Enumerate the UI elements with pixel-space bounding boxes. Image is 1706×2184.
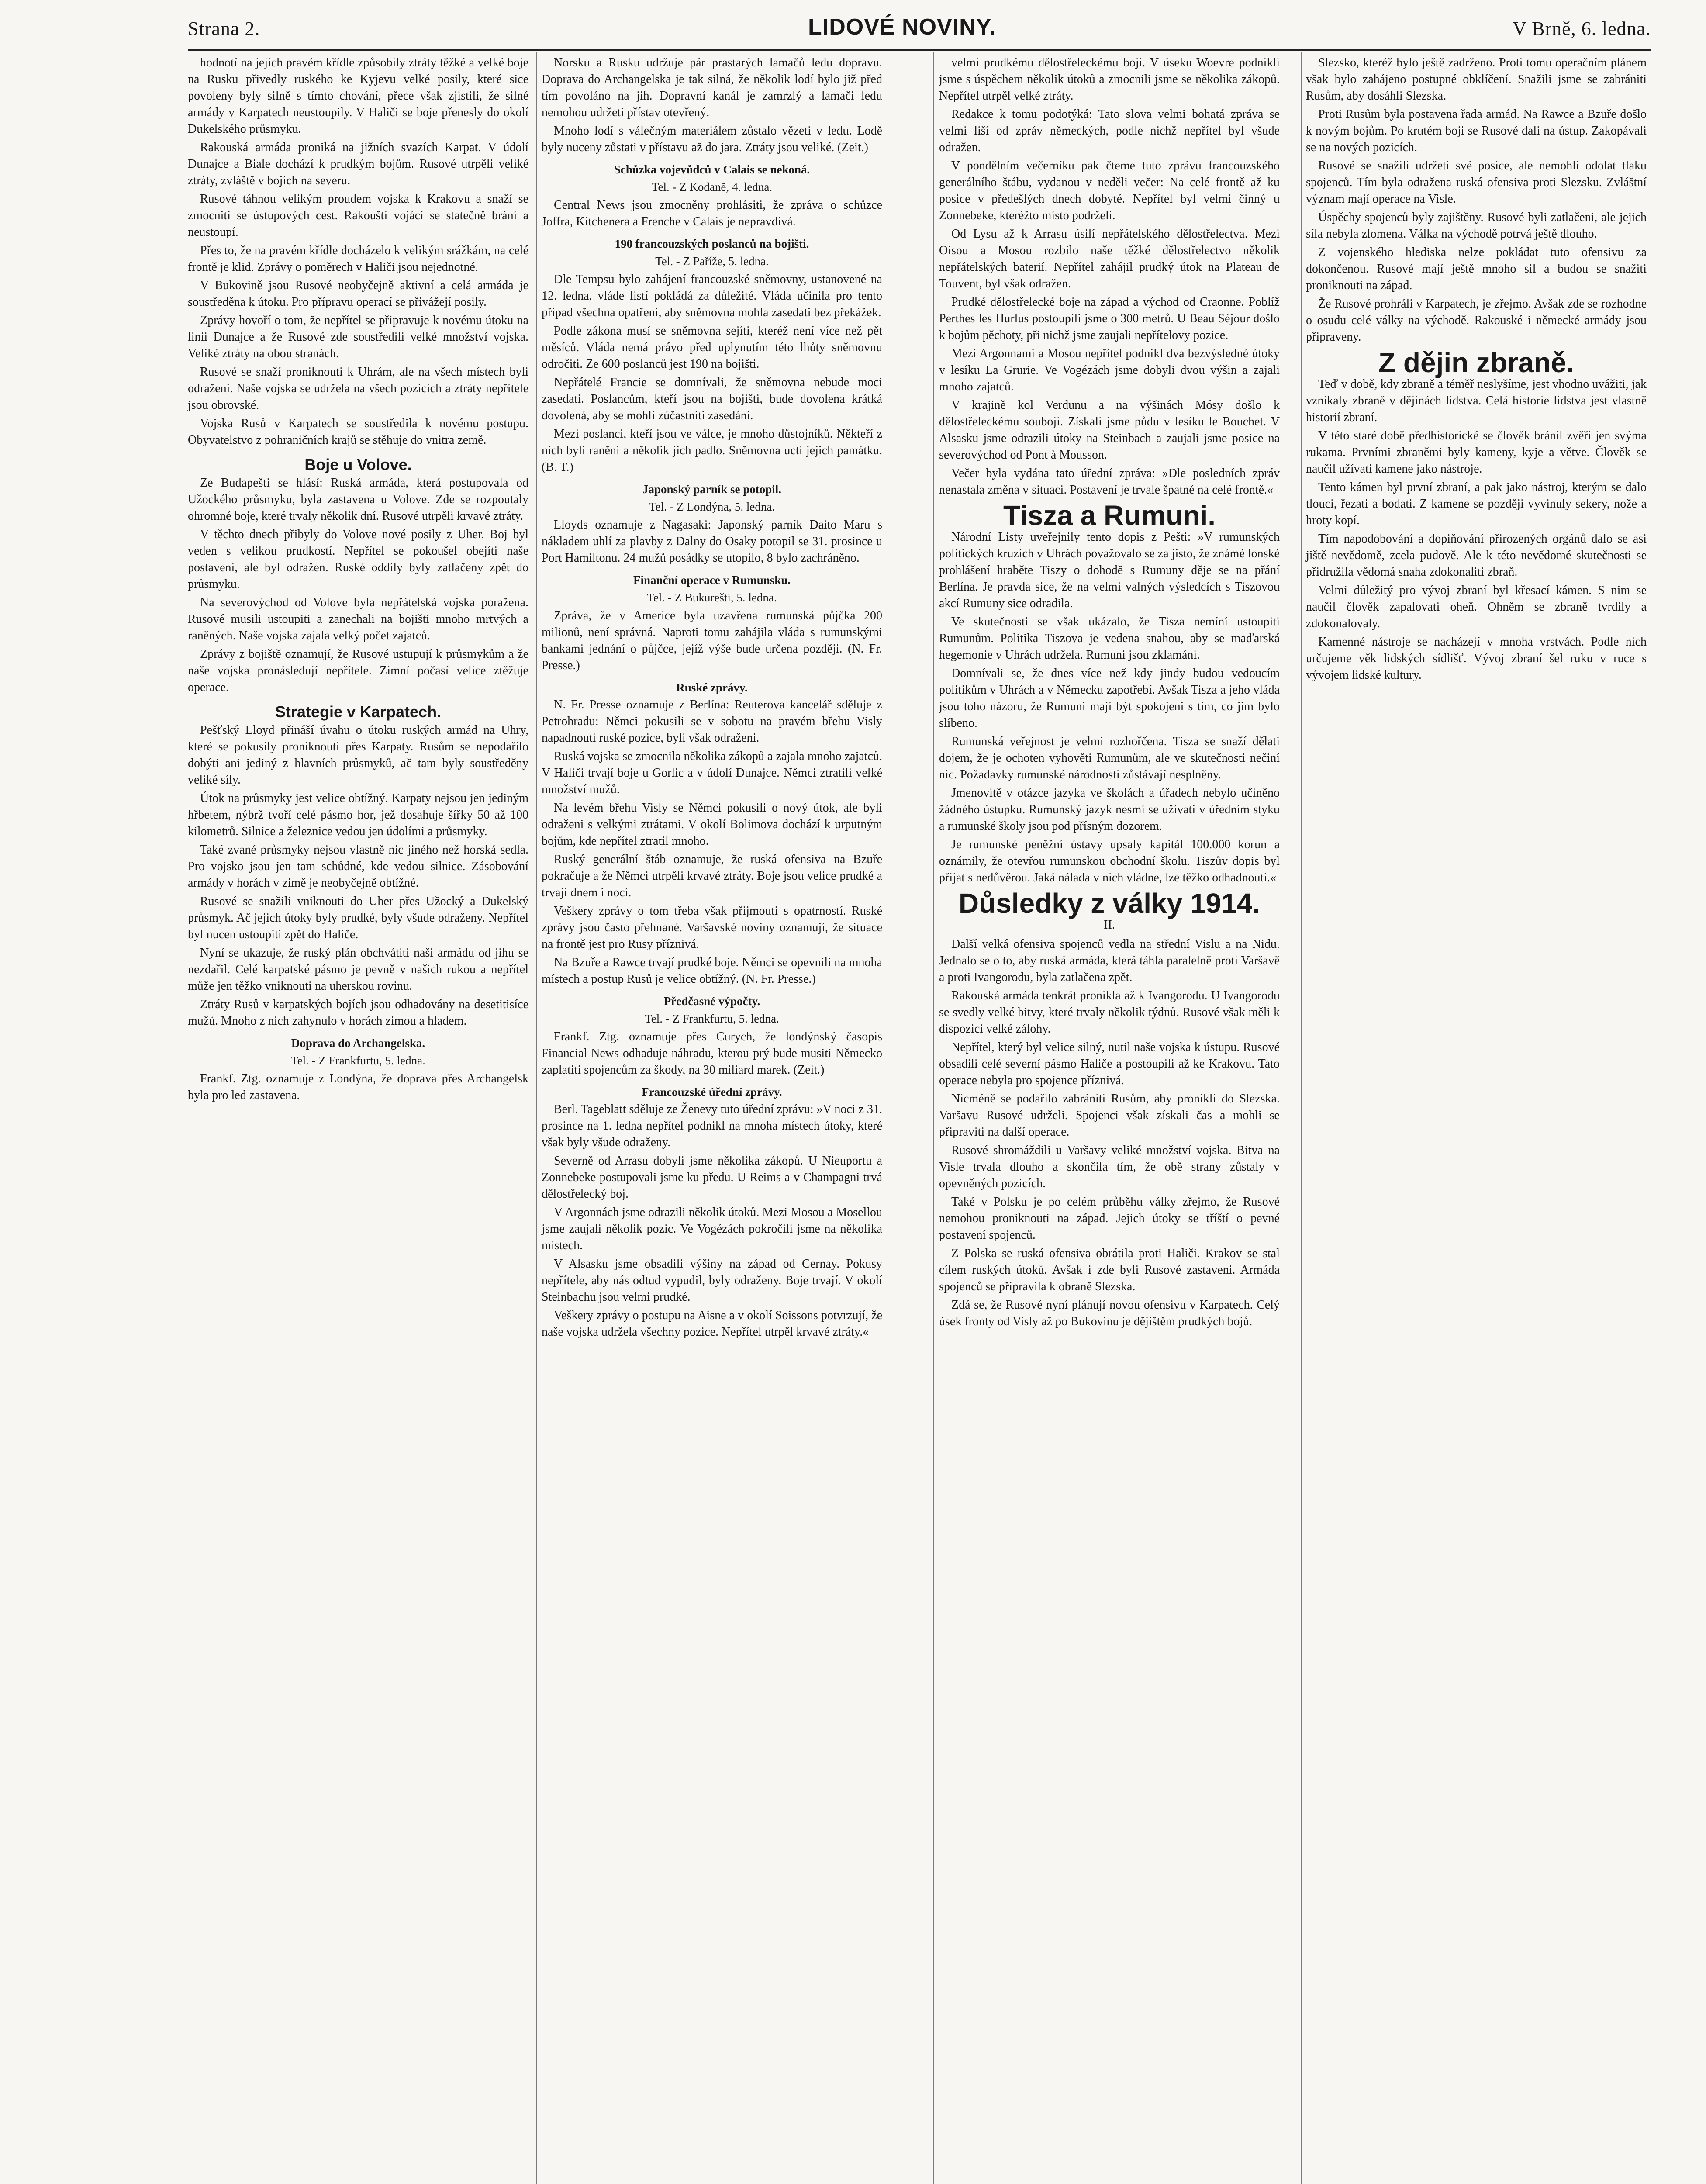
page-header: [188, 0, 1651, 49]
paragraph: Rusové táhnou velikým proudem vojska k Krakovu a snaží se zmocniti se ústupových cest. Rakouští vojáci se statečně brání a neustoupí.: [188, 192, 528, 239]
paragraph: Prudké dělostřelecké boje na západ a východ od Craonne. Poblíž Perthes les Hurlus postoupili jsme o 300 metrů. U Beau Séjour došlo k bojům pěchoty, při nichž jsme zaujali nepřítelovy pozice.: [939, 295, 1280, 342]
article-body: [939, 55, 1280, 498]
paragraph: Central News jsou zmocněny prohlásiti, že zpráva o schůzce Joffra, Kitchenera a Frenche v Calais je nepravdivá.: [542, 198, 882, 228]
paragraph: Je rumunské peněžní ústavy upsaly kapitál 100.000 korun a oznámily, že otevřou rumunskou obchodní školu. Tiszův dopis byl přijat s nedůvěrou. Jaká nálada v nich vládne, lze těžko odhadnouti.«: [939, 838, 1280, 885]
dateline: Tel. - Z Bukurešti, 5. ledna.: [647, 591, 777, 604]
headline-tisza-a-rumuni: Tisza a Rumuni.: [1003, 500, 1216, 531]
paragraph: Na severovýchod od Volove byla nepřátelská vojska poražena. Rusové musili ustoupiti a zanechali na bojišti mnoho mrtvých a raněných. Naše vojska zajala velký počet zajatců.: [188, 596, 528, 643]
paragraph: Zprávy hovoří o tom, že nepřítel se připravuje k novému útoku na linii Dunajce a že Rusové zde soustředili velké množství vojska. Veliké ztráty na obou stranách.: [188, 314, 528, 360]
paragraph: V Alsasku jsme obsadili výšiny na západ od Cernay. Pokusy nepřítele, aby nás odtud vypudil, byly odraženy. Boje trvají. V okolí Steinbachu jsou velmi prudké.: [542, 1257, 882, 1304]
paragraph: Rakouská armáda tenkrát pronikla až k Ivangorodu. U Ivangorodu se svedly velké bitvy, které trvaly několik týdnů. Rusové však měli k dispozici velké zálohy.: [939, 989, 1280, 1036]
paragraph: Zprávy z bojiště oznamují, že Rusové ustupují k průsmykům a že naše vojska pronásledují nepřítele. Zimní počasí velice ztěžuje operace.: [188, 647, 528, 694]
headline-doprava-do-archangelska: Doprava do Archangelska.: [291, 1037, 425, 1050]
paragraph: Úspěchy spojenců byly zajištěny. Rusové byli zatlačeni, ale jejich síla nebyla zlomena. Válka na východě potrvá ještě dlouho.: [1306, 211, 1647, 241]
paragraph: Také v Polsku je po celém průběhu války zřejmo, že Rusové nemohou proniknouti na západ. Jejich útoky se tříští o pevné postavení spojenců.: [939, 1195, 1280, 1242]
paragraph: Ztráty Rusů v karpatských bojích jsou odhadovány na desetitisíce mužů. Mnoho z nich zahynulo v horách zimou a hladem.: [188, 998, 528, 1028]
column-2: [542, 55, 882, 1342]
paragraph: Redakce k tomu podotýká: Tato slova velmi bohatá zpráva se velmi liší od zpráv německých, podle nichž nepřítel byl všude odražen.: [939, 107, 1280, 154]
page-number: Strana 2.: [188, 18, 260, 39]
paragraph: Kamenné nástroje se nacházejí v mnoha vrstvách. Podle nich určujeme věk lidských sídlišť. Vývoj zbraní šel ruku v ruce s vývojem lidské kultury.: [1306, 635, 1647, 682]
dateline: Tel. - Z Londýna, 5. ledna.: [649, 500, 775, 513]
article-body: [188, 55, 528, 449]
paragraph: Ze Budapešti se hlásí: Ruská armáda, která postupovala od Užockého průsmyku, byla zastavena u Volove. Zde se rozpoutaly ohromné boje, které trvaly několik dní. Rusové utrpěli krvavé ztráty.: [188, 476, 528, 523]
masthead: LIDOVÉ NOVINY.: [808, 14, 996, 40]
paragraph: Teď v době, kdy zbraně a téměř neslyšíme, jest vhodno uvážiti, jak vznikaly zbraně v dějinách lidstva. Celá historie lidstva jest vlastně historií zbraní.: [1306, 377, 1647, 424]
paragraph: Na Bzuře a Rawce trvají prudké boje. Němci se opevnili na mnoha místech a postup Rusů je velice obtížný. (N. Fr. Presse.): [542, 956, 882, 986]
column-divider: [536, 52, 537, 2184]
paragraph: Ruský generální štáb oznamuje, že ruská ofensiva na Bzuře pokračuje a že Němci utrpěli krvavé ztráty. Boje jsou velice prudké a trvají dnem i nocí.: [542, 853, 882, 899]
article-body: [1306, 376, 1647, 684]
dateline: Tel. - Z Paříže, 5. ledna.: [655, 255, 769, 268]
article-body: [542, 517, 882, 567]
article-body: [542, 1101, 882, 1341]
paragraph: Z vojenského hlediska nelze pokládat tuto ofensivu za dokončenou. Rusové mají ještě mnoho sil a budou se snažiti proniknouti na západ.: [1306, 245, 1647, 292]
column-4: [1306, 55, 1647, 685]
article-body: [188, 475, 528, 696]
paragraph: V Argonnách jsme odrazili několik útoků. Mezi Mosou a Mosellou jsme zaujali několik pozic. Ve Vogézách pokročili jsme na několika místech.: [542, 1206, 882, 1252]
paragraph: Tím napodobování a dopiňování přirozených orgánů dalo se asi jiště nevědomě, zcela pudově. Ale k této nevědomé skutečnosti se přidružila vědomá snaha zdokonaliti zbraň.: [1306, 532, 1647, 579]
section-number: II.: [1104, 918, 1115, 932]
dateline: Tel. - Z Frankfurtu, 5. ledna.: [291, 1054, 425, 1067]
article-body: [1306, 55, 1647, 346]
headline-predcasne-vypocty: Předčasné výpočty.: [663, 995, 760, 1008]
paragraph: V pondělním večerníku pak čteme tuto zprávu francouzského generálního štábu, vydanou v neděli večer: Na celé frontě až ku posice v předešlých dnech dobyté. Nepřítel byl velmi činný u Zonnebeke, kteréžto místo podrželi.: [939, 159, 1280, 222]
article-body: [939, 529, 1280, 886]
headline-z-dejin-zbrane: Z dějin zbraně.: [1378, 347, 1575, 378]
paragraph: Také zvané průsmyky nejsou vlastně nic jiného než horská sedla. Pro vojsko jsou jen tam schůdné, kde vedou silnice. Zásobování armády v horách v zimě je neobyčejně obtížné.: [188, 843, 528, 890]
paragraph: Rusové se snaží proniknouti k Uhrám, ale na všech místech byli odraženi. Naše vojska se udržela na všech pozicích a ztráty nepřítele jsou obrovské.: [188, 365, 528, 412]
paragraph: Dle Tempsu bylo zahájení francouzské sněmovny, ustanovené na 12. ledna, vláde listí pokládá za důležité. Vláda učinila pro tento případ všechna opatření, aby sněmovna mohla zasedati bez překážek.: [542, 273, 882, 319]
article-body: [542, 55, 882, 156]
dateline: Tel. - Z Frankfurtu, 5. ledna.: [645, 1012, 779, 1025]
paragraph: Veškery zprávy o tom třeba však přijmouti s opatrností. Ruské zprávy jsou často přehnané. Varšavské noviny oznamují, že situace na frontě jest pro Rusy příznivá.: [542, 904, 882, 951]
paragraph: Z Polska se ruská ofensiva obrátila proti Haliči. Krakov se stal cílem ruských útoků. Avšak i zde byli Rusové zastaveni. Armáda spojenců se připravila k obraně Slezska.: [939, 1247, 1280, 1293]
paragraph: Ve skutečnosti se však ukázalo, že Tisza nemíní ustoupiti Rumunům. Politika Tiszova je vedena snahou, aby se maďarská hegemonie v Uhrách udržela. Rumuni jsou zklamáni.: [939, 615, 1280, 662]
paragraph: Veškery zprávy o postupu na Aisne a v okolí Soissons potvrzují, že naše vojska udržela všechny pozice. Nepřítel utrpěl krvavé ztráty.«: [542, 1309, 882, 1339]
paragraph: Severně od Arrasu dobyli jsme několika zákopů. U Nieuportu a Zonnebeke postupovali jsme ku předu. U Reims a v Champagni trvá dělostřelecký boj.: [542, 1154, 882, 1201]
paragraph: hodnotí na jejich pravém křídle způsobily ztráty těžké a velké boje na Rusku přivedly ruského ke Kyjevu velké posily, které sice povoleny byly silně s tímto chování, přece však zjistili, že silné armády v Karpatech neustoupily. V Haliči se boje přenesly do okolí Dukelského průsmyku.: [188, 56, 528, 136]
paragraph: V těchto dnech přibyly do Volove nové posily z Uher. Boj byl veden s velikou prudkostí. Nepřítel se pokoušel obejíti naše postavení, ale byl odražen. Ruské oddíly byly zatlačeny zpět do průsmyku.: [188, 528, 528, 591]
paragraph: Domnívali se, že dnes více než kdy jindy budou vedoucím politikům v Uhrách a v Německu zapotřebí. Avšak Tisza a jeho vláda jsou toho názoru, že Rumuni mají být spokojeni s tím, co jim bylo slíbeno.: [939, 667, 1280, 730]
article-body: [542, 197, 882, 230]
article-body: [939, 936, 1280, 1330]
paragraph: V krajině kol Verdunu a na výšinách Mósy došlo k dělostřeleckému souboji. Získali jsme půdu v lesíku le Bouchet. V Alsasku jsme odrazili útoky na Steinbach a zaujali jsme posice na severovýchod od Pont à Mousson.: [939, 398, 1280, 462]
paragraph: Proti Rusům byla postavena řada armád. Na Rawce a Bzuře došlo k novým bojům. Po krutém boji se Rusové dali na ústup. Zakopávali se na nových pozicích.: [1306, 107, 1647, 154]
paragraph: Mnoho lodí s válečným materiálem zůstalo vězeti v ledu. Lodě byly nuceny zůstati v přístavu až do jara. Ztráty jsou veliké. (Zeit.): [542, 124, 882, 154]
paragraph: Mezi poslanci, kteří jsou ve válce, je mnoho důstojníků. Někteří z nich byli raněni a několik jich padlo. Sněmovna uctí jejich památku. (B. T.): [542, 427, 882, 474]
paragraph: Velmi důležitý pro vývoj zbraní byl křesací kámen. S nim se naučil člověk zapalovati oheň. Ohněm se zbraně tvrdily a zdokonalovaly.: [1306, 584, 1647, 630]
article-body: [542, 271, 882, 476]
headline-strategie-v-karpatech: Strategie v Karpatech.: [275, 703, 442, 721]
paragraph: Že Rusové prohráli v Karpatech, je zřejmo. Avšak zde se rozhodne o osudu celé války na východě. Rakouské i německé armády jsou připraveny.: [1306, 297, 1647, 344]
column-divider: [933, 52, 934, 2184]
paragraph: Lloyds oznamuje z Nagasaki: Japonský parník Daito Maru s nákladem uhlí za plavby z Dalny do Osaky potopil se 31. prosince u Port Hamiltonu. 24 mužů posádky se utopilo, 8 bylo zachráněno.: [542, 518, 882, 565]
paragraph: Frankf. Ztg. oznamuje přes Curych, že londýnský časopis Financial News odhaduje náhradu, kterou prý bude musiti Německo zaplatiti spojencům za škody, na 30 miliard marek. (Zeit.): [542, 1030, 882, 1077]
paragraph: Zpráva, že v Americe byla uzavřena rumunská půjčka 200 milionů, není správná. Naproti tomu zahájila vláda s rumunskými bankami jednání o půjčce, jejíž výše bude určena později. (N. Fr. Presse.): [542, 609, 882, 672]
paragraph: Nepřátelé Francie se domnívali, že sněmovna nebude moci zasedati. Poslancům, kteří jsou na bojišti, bude dovolena krátká dovolená, aby se mohli zúčastniti zasedání.: [542, 376, 882, 422]
paragraph: Ruská vojska se zmocnila několika zákopů a zajala mnoho zajatců. V Haliči trvají boje u Gorlic a v údolí Dunajce. Němci ztratili velké množství mužů.: [542, 750, 882, 796]
paragraph: N. Fr. Presse oznamuje z Berlína: Reuterova kancelář sděluje z Petrohradu: Němci pokusili se v sobotu na pravém břehu Visly napadnouti ruské pozice, byli však odraženi.: [542, 698, 882, 745]
paragraph: Rusové se snažili vniknouti do Uher přes Užocký a Dukelský průsmyk. Ač jejich útoky byly prudké, byly všude odraženy. Nepřítel byl nucen ustoupiti zpět do Haliče.: [188, 895, 528, 941]
column-3: [939, 55, 1280, 1332]
paragraph: Pešťský Lloyd přináší úvahu o útoku ruských armád na Uhry, které se pokusily proniknouti přes Karpaty. Rusům se nepodařilo dobýti ani jediný z hlavních průsmyků, ač tam byly soustředěny veliké síly.: [188, 723, 528, 787]
column-divider: [1301, 52, 1302, 2184]
paragraph: V této staré době předhistorické se člověk bránil zvěři jen svýma rukama. Prvními zbraněmi byly kameny, kyje a větve. Člověk se naučil užívati kamene jako nástroje.: [1306, 429, 1647, 476]
headline-francouzske-zpravy: Francouzské úřední zprávy.: [642, 1085, 782, 1099]
paragraph: Slezsko, kteréž bylo ještě zadrženo. Proti tomu operačním plánem však bylo zahájeno postupné obklíčení. Snažili jsme se zabrániti Rusům, aby dosáhli Slezska.: [1306, 56, 1647, 103]
paragraph: Další velká ofensiva spojenců vedla na střední Vislu a na Nidu. Jednalo se o to, aby ruská armáda, která táhla paralelně proti Varšavě a proti Ivangorodu, byla zatlačena zpět.: [939, 937, 1280, 984]
headline-ruske-zpravy: Ruské zprávy.: [676, 681, 748, 694]
headline-190-poslancu: 190 francouzských poslanců na bojišti.: [615, 237, 809, 250]
header-rule: [188, 49, 1651, 51]
headline-japonsky-parnik: Japonský parník se potopil.: [642, 483, 782, 496]
article-body: [188, 722, 528, 1030]
paragraph: V Bukovině jsou Rusové neobyčejně aktivní a celá armáda je soustředěna k útoku. Pro přípravu operací se přivážejí posily.: [188, 279, 528, 309]
paragraph: Útok na průsmyky jest velice obtížný. Karpaty nejsou jen jediným hřbetem, nýbrž tvoří celé pásmo hor, jež dosahuje šířky 50 až 100 kilometrů. Silnice a železnice vedou jen údolími a průsmyky.: [188, 791, 528, 838]
headline-financni-operace: Finanční operace v Rumunsku.: [633, 574, 791, 587]
paragraph: Na levém břehu Visly se Němci pokusili o nový útok, ale byli odraženi s velkými ztrátami. V okolí Bolimova dochází k urputným bojům, kde nepřítel ztratil mnoho.: [542, 801, 882, 848]
paragraph: Rumunská veřejnost je velmi rozhořčena. Tisza se snaží dělati dojem, že je ochoten vyhověti Rumunům, ale ve skutečnosti nečiní nic. Požadavky rumunské národnosti zůstávají nesplněny.: [939, 735, 1280, 781]
paragraph: Zdá se, že Rusové nyní plánují novou ofensivu v Karpatech. Celý úsek fronty od Visly až po Bukovinu je dějištěm prudkých bojů.: [939, 1298, 1280, 1328]
paragraph: velmi prudkému dělostřeleckému boji. V úseku Woevre podnikli jsme s úspěchem několik útoků a zmocnili jsme se několika zákopů. Nepřítel utrpěl velké ztráty.: [939, 56, 1280, 103]
headline-boje-u-volove: Boje u Volove.: [304, 456, 412, 473]
paragraph: Tento kámen byl první zbraní, a pak jako nástroj, kterým se dalo tlouci, řezati a bodati. Z kamene se později vyvinuly sekery, nože a hroty kopí.: [1306, 480, 1647, 527]
column-1: [188, 55, 528, 1106]
article-body: [542, 1029, 882, 1078]
paragraph: Frankf. Ztg. oznamuje z Londýna, že doprava přes Archangelsk byla pro led zastavena.: [188, 1072, 528, 1102]
article-body: [542, 697, 882, 988]
paragraph: Nepřítel, který byl velice silný, nutil naše vojska k ústupu. Rusové obsadili celé severní pásmo Haliče a postoupili až ke Krakovu. Tato operace nebyla pro spojence příznivá.: [939, 1040, 1280, 1087]
paragraph: Jmenovitě v otázce jazyka ve školách a úřadech nebylo učiněno žádného ústupku. Rumunský jazyk nesmí se užívati v úředním styku a rumunské školy jsou pod přísným dozorem.: [939, 786, 1280, 833]
paragraph: Rakouská armáda proniká na jižních svazích Karpat. V údolí Dunajce a Biale dochází k prudkým bojům. Rusové utrpěli veliké ztráty, zvláště v bojích na severu.: [188, 141, 528, 187]
paragraph: Rusové shromáždili u Varšavy veliké množství vojska. Bitva na Visle trvala dlouho a skončila tím, že obě strany zůstaly v opevněných pozicích.: [939, 1144, 1280, 1190]
paragraph: Berl. Tageblatt sděluje ze Ženevy tuto úřední zprávu: »V noci z 31. prosince na 1. ledna nepřítel podnikl na mnoha místech útoky, které však byly všude odraženy.: [542, 1102, 882, 1149]
paragraph: Rusové se snažili udržeti své posice, ale nemohli odolat tlaku spojenců. Tím byla odražena ruská ofensiva proti Slezsku. Zvláštní význam mají operace na Visle.: [1306, 159, 1647, 206]
paragraph: Národní Listy uveřejnily tento dopis z Pešti: »V rumunských politických kruzích v Uhrách považovalo se za jisto, že známé lonské prohlášení hraběte Tiszy o dohodě s Rumuny děje se na přání Berlína. Je pravda sice, že na velmi valných výsledcích s Tiszovou akcí Rumuny sice odradila.: [939, 530, 1280, 610]
paragraph: Norsku a Rusku udržuje pár prastarých lamačů ledu dopravu. Doprava do Archangelska je tak silná, že několik lodí bylo již před tím povoláno na jih. Dopravní kanál je zamrzlý a lamači ledu nemohou udržeti přístav otevřený.: [542, 56, 882, 119]
paragraph: Od Lysu až k Arrasu úsilí nepřátelského dělostřelectva. Mezi Oisou a Mosou rozbilo naše těžké dělostřelectvo několik nepřátelských baterií. Nepřítel zahájil prudký útok na Plateau de Touvent, byl však odražen.: [939, 227, 1280, 290]
article-body: [542, 608, 882, 674]
paragraph: Nicméně se podařilo zabrániti Rusům, aby pronikli do Slezska. Varšavu Rusové udrželi. Spojenci však získali čas a mohli se připraviti na další operace.: [939, 1092, 1280, 1139]
paragraph: Přes to, že na pravém křídle docházelo k velikým srážkám, na celé frontě je klid. Zprávy o poměrech v Haliči jsou nejednotné.: [188, 244, 528, 274]
paragraph: Nyní se ukazuje, že ruský plán obchvátiti naši armádu od jihu se nezdařil. Celé karpatské pásmo je pevně v našich rukou a nepřítel může jen těžko vniknouti na uherskou rovinu.: [188, 946, 528, 993]
paragraph: Mezi Argonnami a Mosou nepřítel podnikl dva bezvýsledné útoky v lesíku La Grurie. Ve Vogézách jsme dobyli dvou výšin a zajali mnoho zajatců.: [939, 347, 1280, 394]
paragraph: Večer byla vydána tato úřední zpráva: »Dle posledních zpráv nenastala změna v situaci. Postavení je trvale špatné na celé frontě.«: [939, 467, 1280, 497]
article-body: [188, 1071, 528, 1104]
dateline: Tel. - Z Kodaně, 4. ledna.: [651, 180, 773, 194]
paragraph: Podle zákona musí se sněmovna sejíti, kteréž není více než pět měsíců. Vláda nemá právo před uplynutím této lhůty sněmovnu odročiti. Ze 600 poslanců jest 190 na bojišti.: [542, 324, 882, 371]
headline-schuzka-vojevudcu: Schůzka vojevůdců v Calais se nekoná.: [614, 163, 810, 176]
paragraph: Vojska Rusů v Karpatech se soustředila k novému postupu. Obyvatelstvo z pohraničních krajů se stěhuje do vnitra země.: [188, 417, 528, 447]
headline-dusledky-z-valky: Důsledky z války 1914.: [958, 888, 1261, 919]
place-date: V Brně, 6. ledna.: [1513, 18, 1651, 39]
